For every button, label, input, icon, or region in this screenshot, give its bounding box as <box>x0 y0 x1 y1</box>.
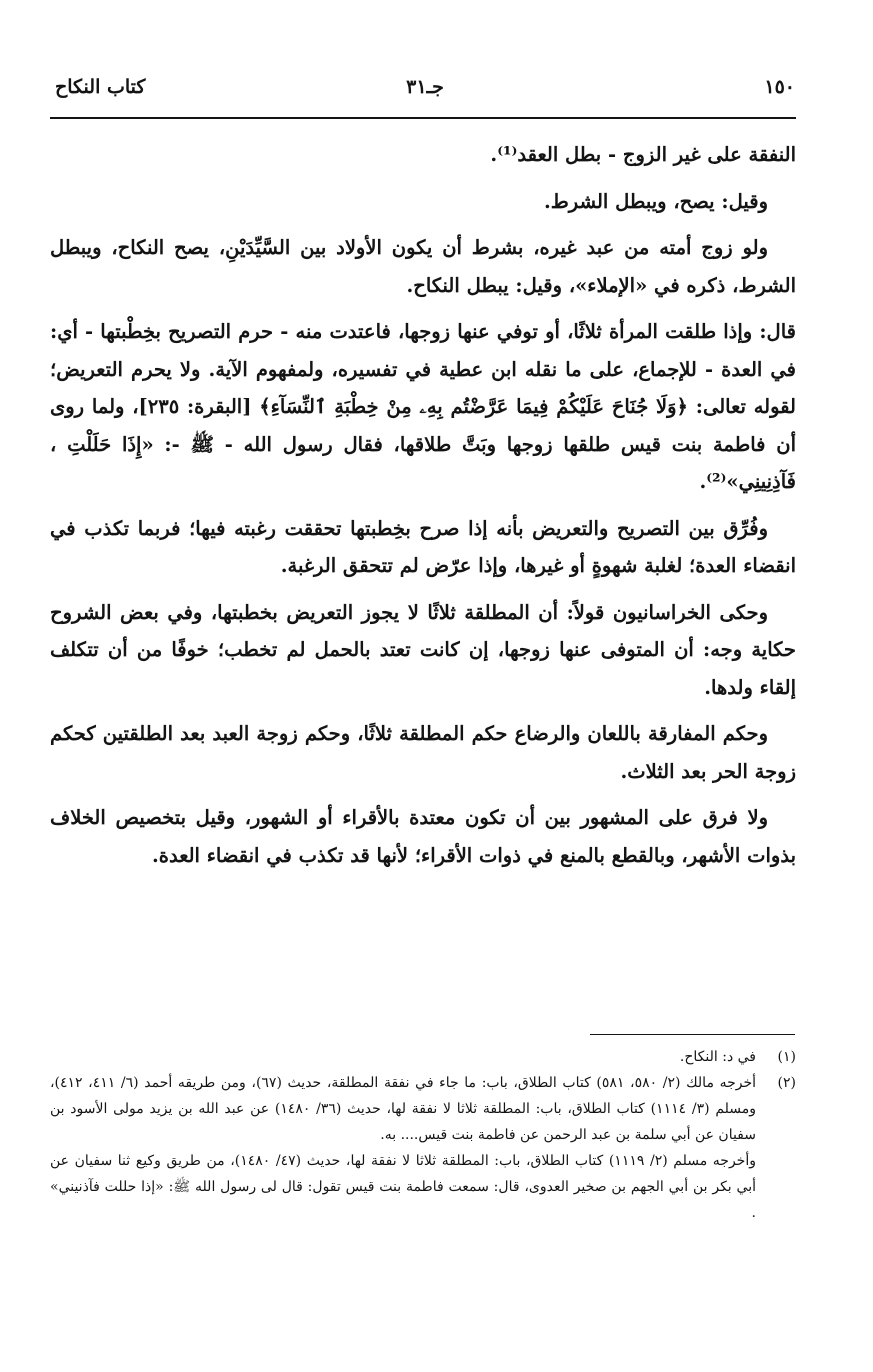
main-text <box>50 136 796 883</box>
paragraph: وفُرِّق بين التصريح والتعريض بأنه إذا صرح بخِطبتها تحققت رغبته فيها؛ فربما تكذب في انقضاء العدة؛ لغلبة شهوةٍ أو غيرها، وإذا عرّض لم تتحقق الرغبة. <box>50 516 796 577</box>
footnote-number: (١) <box>777 1049 796 1065</box>
page-number: ١٥٠ <box>764 76 795 98</box>
paragraph: وحكم المفارقة باللعان والرضاع حكم المطلقة ثلاثًا، وحكم زوجة العبد بعد الطلقتين كحكم زوجة الحر بعد الثلاث. <box>50 722 796 783</box>
footnote-divider <box>590 1034 795 1035</box>
paragraph: وقيل: يصح، ويبطل الشرط. <box>543 189 768 213</box>
footnotes <box>50 1044 796 1226</box>
footnote-text: وأخرجه مسلم (٢/ ١١١٩) كتاب الطلاق، باب: المطلقة ثلاثا لا نفقة لها، حديث (٤٧/ ١٤٨٠)، من طريق وكيع ثنا سفيان عن أبي بكر بن أبي الجهم بن صخير العدوى، قال: سمعت فاطمة بنت قيس تقول: قال لى رسول الله ﷺ: «إذا حللت فآذنيني» . <box>50 1153 756 1221</box>
book-title: كتاب النكاح <box>55 76 146 98</box>
header-divider <box>50 117 796 119</box>
paragraph: ولو زوج أمته من عبد غيره، بشرط أن يكون الأولاد بين السَّيِّدَيْنِ، يصح النكاح، ويبطل الشرط، ذكره في «الإملاء»، وقيل: يبطل النكاح. <box>50 236 796 297</box>
paragraph: وحكى الخراسانيون قولاً: أن المطلقة ثلاثًا لا يجوز التعريض بخطبتها، وفي بعض الشروح حكاية وجه: أن المتوفى عنها زوجها، إن كانت تعتد بالحمل لم تخطب؛ خوفًا من أن تتكلف إلقاء ولدها. <box>50 600 796 699</box>
paragraph: ولا فرق على المشهور بين أن تكون معتدة بالأقراء أو الشهور، وقيل بتخصيص الخلاف بذوات الأشهر، وبالقطع بالمنع في ذوات الأقراء؛ لأنها قد تكذب في انقضاء العدة. <box>50 806 796 867</box>
footnote-2 <box>50 1070 796 1226</box>
footnote-text: في د: النكاح. <box>679 1049 756 1065</box>
footnote-1 <box>50 1044 796 1070</box>
footnote-text: أخرجه مالك (٢/ ٥٨٠، ٥٨١) كتاب الطلاق، باب: ما جاء في نفقة المطلقة، حديث (٦٧)، ومن طريقه أحمد (٦/ ٤١١، ٤١٢)، ومسلم (٣/ ١١١٤) كتاب الطلاق، باب: المطلقة ثلاثا لا نفقة لها، حديث (٣٦/ ١٤٨٠) عن عبد الله بن يزيد مولى الأسود بن سفيان عن أبي سلمة بن عبد الرحمن عن فاطمة بنت قيس.... به. <box>50 1075 757 1143</box>
paragraph: قال: وإذا طلقت المرأة ثلاثًا، أو توفي عنها زوجها، فاعتدت منه - حرم التصريح بخِطْبتها - أي: في العدة - للإجماع، على ما نقله ابن عطية في تفسيره، ولمفهوم الآية. ولا يحرم التعريض؛ لقوله تعالى: ﴿وَلَا جُنَاحَ عَلَيْكُمْ فِيمَا عَرَّضْتُم بِهِۦ مِنْ خِطْبَةِ ٱلنِّسَآءِ﴾ [البقرة: ٢٣٥]، ولما روى أن فاطمة بنت قيس طلقها زوجها وبَتَّ طلاقها، فقال رسول الله - ﷺ -: «إِذَا حَلَلْتِ ، فَآذِنِينِي»⁽²⁾. <box>50 320 796 493</box>
volume-label: جـ٣١ <box>406 76 444 98</box>
paragraph: النفقة على غير الزوج - بطل العقد⁽¹⁾. <box>490 143 796 166</box>
footnote-number: (٢) <box>777 1075 796 1091</box>
running-header <box>55 76 795 112</box>
